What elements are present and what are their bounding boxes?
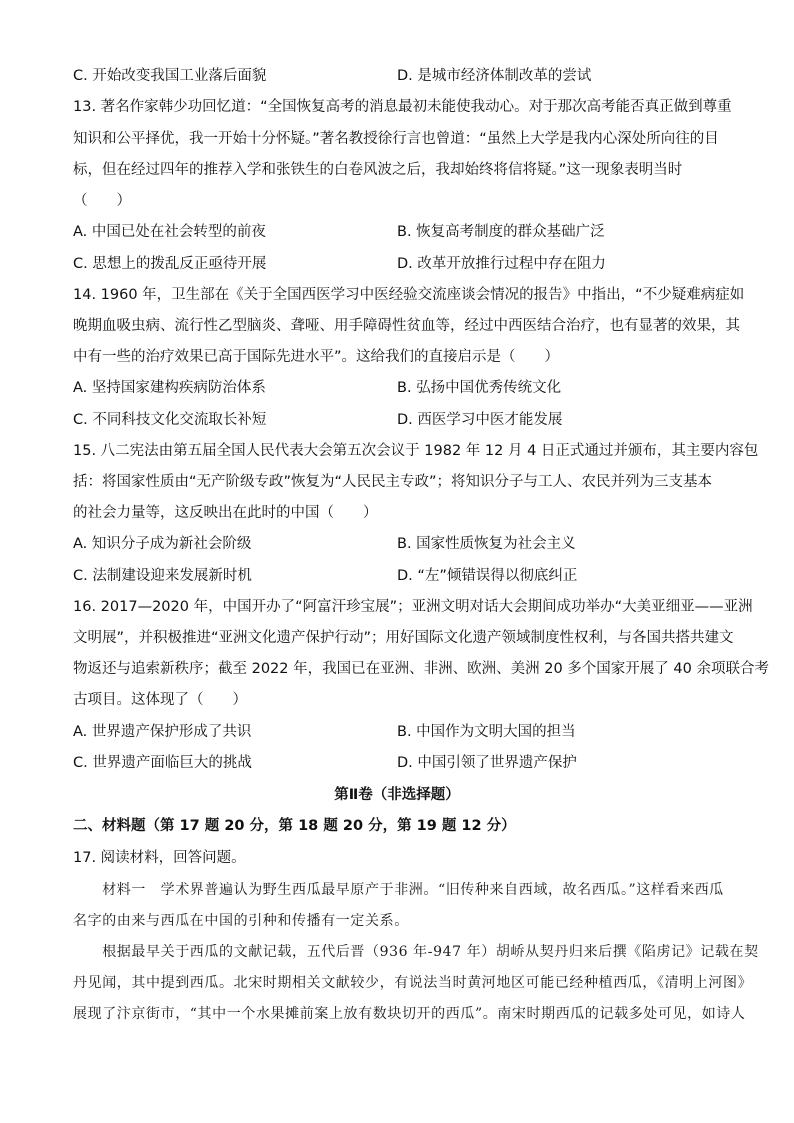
q17-material-line-4: 丹见闻，其中提到西瓜。北宋时期相关文献较少，有说法当时黄河地区可能已经种植西瓜，《清明上河图》 bbox=[73, 975, 753, 991]
q15-option-d: D. “左”倾错误得以彻底纠正 bbox=[397, 568, 578, 584]
q14-stem-line-2: 晚期血吸虫病、流行性乙型脑炎、聋哑、用手障碍性贫血等，经过中西医结合治疗，也有显著的效果，其 bbox=[73, 318, 740, 334]
q12-option-c: C. 开始改变我国工业落后面貌 bbox=[73, 68, 267, 84]
q16-option-b: B. 中国作为文明大国的担当 bbox=[397, 724, 576, 740]
q16-stem-line-3: 物返还与追索新秩序；截至 2022 年，我国已在亚洲、非洲、欧洲、美洲 20 多个国家开展了 40 余项联合考 bbox=[73, 661, 769, 677]
q17-material-line-5: 展现了汴京街市，“其中一个水果摊前案上放有数块切开的西瓜”。南宋时期西瓜的记载多处可见，如诗人 bbox=[73, 1006, 746, 1022]
part-heading: 二、材料题（第 17 题 20 分，第 18 题 20 分，第 19 题 12 分） bbox=[73, 818, 516, 834]
volume-title: 第Ⅱ卷（非选择题） bbox=[334, 787, 460, 803]
q15-stem-line-2: 括：将国家性质由“无产阶级专政”恢复为“人民民主专政”；将知识分子与工人、农民并列为三支基本 bbox=[73, 474, 713, 490]
q17-material-line-3: 根据最早关于西瓜的文献记载，五代后晋（936 年-947 年）胡峤从契丹归来后撰《陷虏记》记载在契 bbox=[73, 944, 759, 960]
q15-option-c: C. 法制建设迎来发展新时机 bbox=[73, 568, 252, 584]
q13-option-c: C. 思想上的拨乱反正亟待开展 bbox=[73, 256, 267, 272]
q13-option-a: A. 中国已处在社会转型的前夜 bbox=[73, 224, 266, 240]
q16-option-d: D. 中国引领了世界遗产保护 bbox=[397, 755, 577, 771]
q14-stem-line-1: 14. 1960 年，卫生部在《关于全国西医学习中医经验交流座谈会情况的报告》中指出，“不少疑难病症如 bbox=[73, 287, 745, 303]
q13-stem-line-2: 知识和公平择优，我一开始十分怀疑。”著名教授徐行言也曾道：“虽然上大学是我内心深处所向往的目 bbox=[73, 131, 719, 147]
q14-option-b: B. 弘扬中国优秀传统文化 bbox=[397, 380, 562, 396]
q16-stem-line-2: 文明展”，并积极推进“亚洲文化遗产保护行动”；用好国际文化遗产领域制度性权利，与各国共搭共建文 bbox=[73, 630, 734, 646]
q13-stem-line-1: 13. 著名作家韩少功回忆道：“全国恢复高考的消息最初未能使我动心。对于那次高考能否真正做到尊重 bbox=[73, 99, 732, 115]
q17-intro: 17. 阅读材料，回答问题。 bbox=[73, 850, 246, 866]
q16-option-a: A. 世界遗产保护形成了共识 bbox=[73, 724, 252, 740]
q17-material-line-1: 材料一 学术界普遍认为野生西瓜最早原产于非洲。“旧传种来自西域，故名西瓜。”这样看来西瓜 bbox=[73, 882, 724, 898]
q14-stem-line-3: 中有一些的治疗效果已高于国际先进水平”。这给我们的直接启示是（ ） bbox=[73, 349, 560, 365]
q12-option-d: D. 是城市经济体制改革的尝试 bbox=[397, 68, 592, 84]
q14-option-d: D. 西医学习中医才能发展 bbox=[397, 412, 563, 428]
q14-option-a: A. 坚持国家建构疾病防治体系 bbox=[73, 380, 266, 396]
q15-stem-line-1: 15. 八二宪法由第五届全国人民代表大会第五次会议于 1982 年 12 月 4 日正式通过并颁布，其主要内容包 bbox=[73, 443, 759, 459]
q17-material-line-2: 名字的由来与西瓜在中国的引种和传播有一定关系。 bbox=[73, 913, 409, 929]
q16-stem-line-4: 古项目。这体现了（ ） bbox=[73, 692, 247, 708]
q15-option-b: B. 国家性质恢复为社会主义 bbox=[397, 536, 576, 552]
q13-option-d: D. 改革开放推行过程中存在阻力 bbox=[397, 256, 606, 272]
q13-option-b: B. 恢复高考制度的群众基础广泛 bbox=[397, 224, 605, 240]
q15-option-a: A. 知识分子成为新社会阶级 bbox=[73, 536, 252, 552]
q13-stem-line-3: 标，但在经过四年的推荐入学和张铁生的白卷风波之后，我却始终将信将疑。”这一现象表明当时 bbox=[73, 162, 683, 178]
q16-option-c: C. 世界遗产面临巨大的挑战 bbox=[73, 755, 252, 771]
q14-option-c: C. 不同科技文化交流取长补短 bbox=[73, 412, 267, 428]
q15-stem-line-3: 的社会力量等，这反映出在此时的中国（ ） bbox=[73, 505, 378, 521]
q16-stem-line-1: 16. 2017—2020 年，中国开办了“阿富汗珍宝展”；亚洲文明对话大会期间成功举办“大美亚细亚——亚洲 bbox=[73, 599, 753, 615]
q13-answer-blank: （ ） bbox=[73, 193, 131, 209]
